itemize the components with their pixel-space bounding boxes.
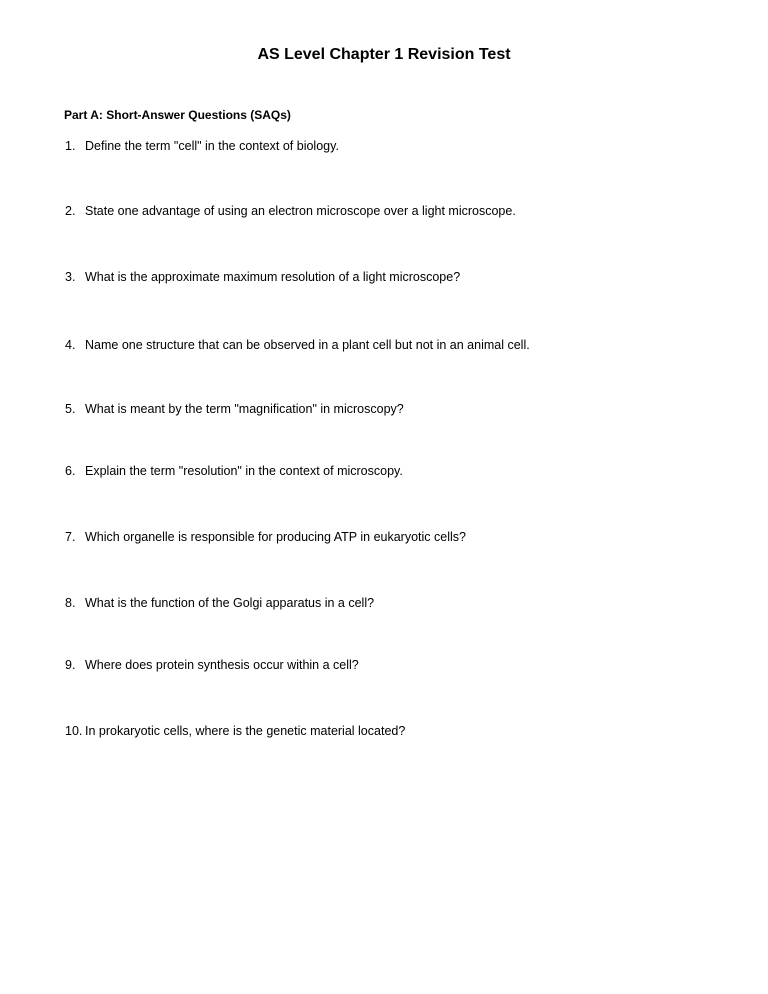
question-number: 8.: [65, 596, 76, 610]
question-text: What is the approximate maximum resolution of a light microscope?: [85, 270, 461, 284]
question-item: [65, 724, 405, 738]
question-number: 9.: [65, 658, 76, 672]
question-text: Where does protein synthesis occur within a cell?: [85, 658, 359, 672]
question-item: [65, 530, 466, 544]
question-number: 5.: [65, 402, 76, 416]
question-text: Which organelle is responsible for producing ATP in eukaryotic cells?: [85, 530, 466, 544]
question-number: 3.: [65, 270, 76, 284]
question-text: In prokaryotic cells, where is the genetic material located?: [85, 724, 406, 738]
question-item: [65, 596, 374, 610]
question-item: [65, 270, 460, 284]
question-number: 2.: [65, 204, 76, 218]
question-number: 7.: [65, 530, 76, 544]
question-text: Define the term "cell" in the context of biology.: [85, 139, 339, 153]
question-number: 10.: [65, 724, 83, 738]
question-item: [65, 464, 403, 478]
question-text: State one advantage of using an electron microscope over a light microscope.: [85, 204, 516, 218]
question-text: Name one structure that can be observed in a plant cell but not in an animal cell.: [85, 338, 530, 352]
question-item: [65, 204, 516, 218]
question-text: What is meant by the term "magnification" in microscopy?: [85, 402, 404, 416]
question-item: [65, 402, 404, 416]
question-item: [65, 658, 359, 672]
part-a-heading: Part A: Short-Answer Questions (SAQs): [64, 108, 291, 122]
question-text: Explain the term "resolution" in the context of microscopy.: [85, 464, 403, 478]
document-title: AS Level Chapter 1 Revision Test: [257, 46, 511, 63]
question-number: 6.: [65, 464, 76, 478]
question-item: [65, 338, 530, 352]
question-text: What is the function of the Golgi apparatus in a cell?: [85, 596, 375, 610]
question-number: 4.: [65, 338, 76, 352]
question-item: [65, 139, 339, 153]
question-number: 1.: [65, 139, 76, 153]
